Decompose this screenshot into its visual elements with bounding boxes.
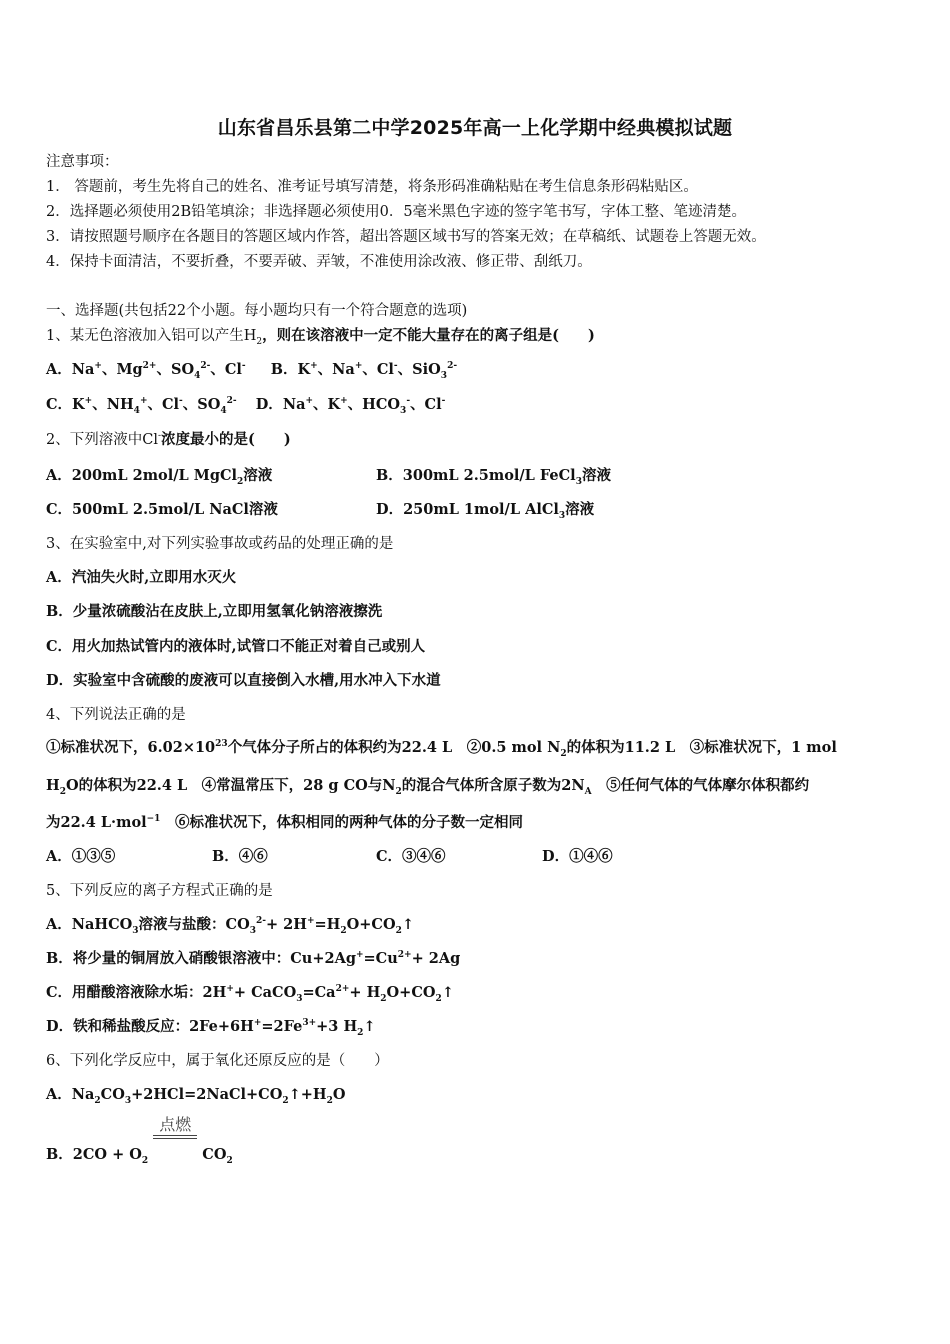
question-6-stem: 6、下列化学反应中，属于氧化还原反应的是（ ）: [46, 1053, 389, 1069]
option-b[interactable]: B．④⑥: [212, 848, 268, 865]
question-5-option-a[interactable]: A．NaHCO$_3$溶液与盐酸：$CO_3^{2-}+$ $2H^+=H_2O+CO_2↑$: [46, 916, 415, 936]
option-c[interactable]: C．K+、$NH_4^+$、Cl-、$SO_4^{2-}$: [46, 396, 237, 416]
option-a[interactable]: A．①③⑤: [46, 848, 116, 865]
question-4-statement-line-1: ①标准状况下，$6.02\times 10^{23}$个气体分子所占的体积约为22.4 L ②0.5 mol $N_2$的体积为11.2 L ③标准状况下，1 mol: [46, 739, 837, 759]
question-3-stem: 3、在实验室中,对下列实验事故或药品的处理正确的是: [46, 536, 394, 552]
notice-item-3: 3．请按照题号顺序在各题目的答题区域内作答，超出答题区域书写的答案无效；在草稿纸、试题卷上答题无效。: [46, 229, 766, 245]
option-a[interactable]: A．200mL 2mol/L MgCl$_2$溶液: [46, 467, 273, 487]
question-1-options-ab: [46, 360, 457, 380]
page-title: 山东省昌乐县第二中学2025年高一上化学期中经典模拟试题: [217, 117, 733, 139]
notice-heading: 注意事项：: [46, 154, 119, 170]
question-2-options-cd: [46, 500, 906, 520]
question-6-option-a[interactable]: A．$Na_2CO_3+2HCl=2NaCl+CO_2↑+H_2O$: [46, 1086, 346, 1106]
double-line-top: [153, 1135, 197, 1136]
reaction-condition-arrow: [153, 1115, 197, 1165]
question-2-options-ab: [46, 466, 906, 486]
reaction-condition-label: 点燃: [159, 1115, 192, 1134]
double-line-bottom: [153, 1138, 197, 1139]
question-6-option-b[interactable]: B．$2CO + O_2$ 点燃 $CO_2$: [46, 1115, 233, 1166]
option-c[interactable]: C．③④⑥: [376, 848, 446, 865]
option-c[interactable]: C．500mL 2.5mol/L NaCl溶液: [46, 501, 278, 518]
section-heading: 一、选择题(共包括22个小题。每小题均只有一个符合题意的选项): [46, 303, 468, 319]
notice-item-2: 2．选择题必须使用2B铅笔填涂；非选择题必须使用0．5毫米黑色字迹的签字笔书写，字体工整、笔迹清楚。: [46, 204, 747, 220]
option-d[interactable]: D．250mL 1mol/L AlCl$_3$溶液: [376, 501, 595, 521]
question-4-stem: 4、下列说法正确的是: [46, 707, 186, 723]
question-5-option-c[interactable]: C．用醋酸溶液除水垢：$2H^++ CaCO_3=Ca^{2+}+$ $H_2O+CO_2↑$: [46, 984, 454, 1004]
question-1-options-cd: [46, 395, 445, 415]
question-4-statement-line-2: $H_2O$的体积为22.4 L ④常温常压下，28 g CO与$N_2$的混合气体所含原子数为$2N_A$ ⑤任何气体的气体摩尔体积都约: [46, 777, 810, 797]
notice-item-1: 1． 答题前，考生先将自己的姓名、准考证号填写清楚，将条形码准确粘贴在考生信息条形码粘贴区。: [46, 179, 698, 195]
question-5-option-d[interactable]: D．铁和稀盐酸反应：$2Fe+6H^+=2Fe^{3+}+3$ $H_2↑$: [46, 1018, 376, 1038]
question-3-option-b[interactable]: B．少量浓硫酸沾在皮肤上,立即用氢氧化钠溶液擦洗: [46, 603, 383, 620]
question-5-option-b[interactable]: B．将少量的铜屑放入硝酸银溶液中：$Cu+2Ag^+=Cu^{2+}+ 2Ag$: [46, 950, 461, 967]
question-3-option-c[interactable]: C．用火加热试管内的液体时,试管口不能正对着自己或别人: [46, 638, 426, 655]
option-d[interactable]: D．Na+、K+、$HCO_3^-$、Cl-: [255, 396, 446, 416]
option-d[interactable]: D．①④⑥: [542, 848, 613, 865]
notice-item-4: 4．保持卡面清洁，不要折叠，不要弄破、弄皱，不准使用涂改液、修正带、刮纸刀。: [46, 254, 592, 270]
question-4-statement-line-3: 为22.4 L·mol$^{-1}$ ⑥标准状况下，体积相同的两种气体的分子数一定相同: [46, 814, 523, 831]
option-b[interactable]: B．K+、Na+、Cl-、SiO$_3^{2-}$: [270, 361, 458, 381]
question-3-option-a[interactable]: A．汽油失火时,立即用水灭火: [46, 569, 237, 586]
question-2-stem: 2、下列溶液中Cl-浓度最小的是( ): [46, 431, 291, 448]
question-3-option-d[interactable]: D．实验室中含硫酸的废液可以直接倒入水槽,用水冲入下水道: [46, 672, 441, 689]
question-1-stem: 1、某无色溶液加入铝可以产生$H_2$，则在该溶液中一定不能大量存在的离子组是( ): [46, 327, 595, 347]
option-a[interactable]: A．Na+、$Mg^{2+}$、$SO_4^{2-}$、Cl-: [46, 361, 246, 381]
option-b[interactable]: B．300mL 2.5mol/L FeCl$_3$溶液: [376, 467, 611, 487]
question-5-stem: 5、下列反应的离子方程式正确的是: [46, 883, 273, 899]
